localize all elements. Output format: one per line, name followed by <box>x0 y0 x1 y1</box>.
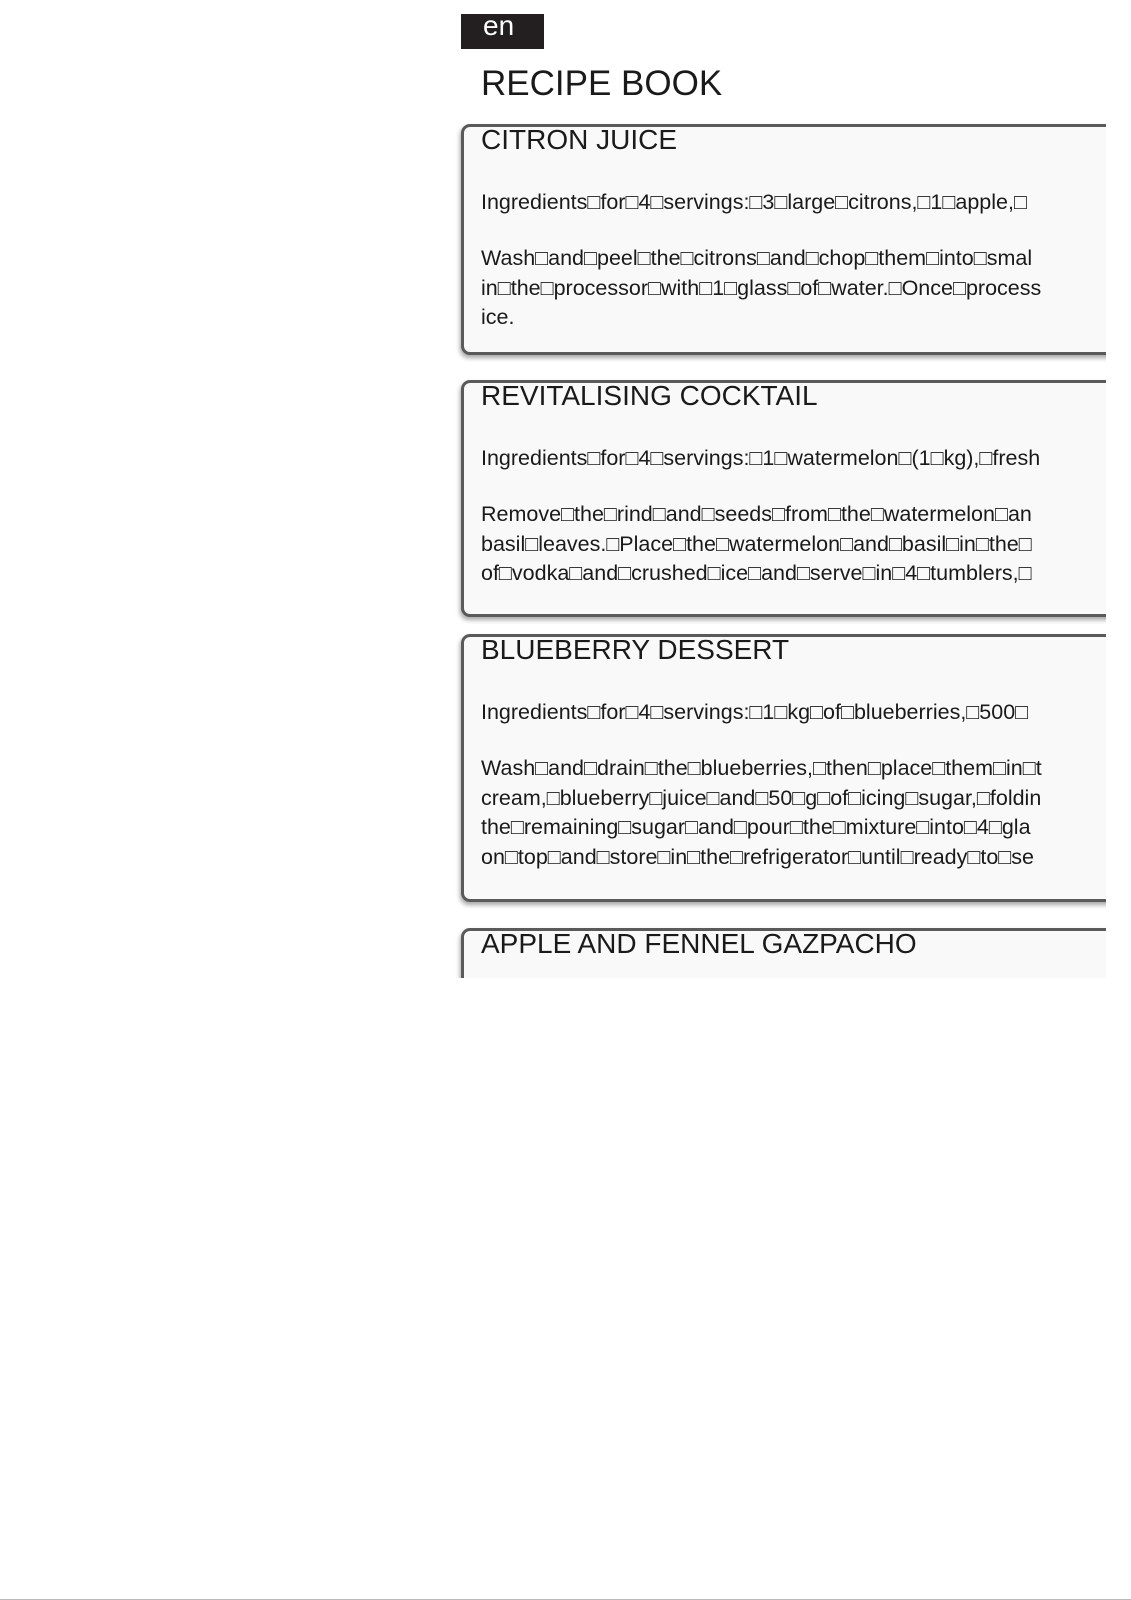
recipe-step-line: Wash□and□peel□the□citrons□and□chop□them□into□smal <box>481 246 1033 270</box>
recipe-steps <box>481 244 1041 333</box>
recipe-card-apple-fennel-gazpacho <box>461 928 1106 978</box>
language-tab <box>461 14 544 49</box>
recipe-card-revitalising-cocktail <box>461 380 1106 617</box>
recipe-step-line: the□remaining□sugar□and□pour□the□mixture□into□4□gla <box>481 815 1031 839</box>
recipe-title: BLUEBERRY DESSERT <box>481 634 790 665</box>
recipe-title: APPLE AND FENNEL GAZPACHO <box>481 928 917 959</box>
recipe-ingredients: Ingredients□for□4□servings:□1□kg□of□blueberries,□500□ <box>481 700 1029 724</box>
recipe-step-line: of□vodka□and□crushed□ice□and□serve□in□4□tumblers,□ <box>481 561 1032 585</box>
recipe-title: CITRON JUICE <box>481 124 677 155</box>
recipe-ingredients: Ingredients□for□4□servings:□3□large□citrons,□1□apple,□ <box>481 190 1027 214</box>
recipe-step-line: Wash□and□drain□the□blueberries,□then□place□them□in□t <box>481 756 1042 780</box>
recipe-card-blueberry-dessert <box>461 634 1106 902</box>
recipe-step-line: Remove□the□rind□and□seeds□from□the□watermelon□an <box>481 502 1032 526</box>
recipe-step-line: in□the□processor□with□1□glass□of□water.□Once□process <box>481 275 1042 300</box>
recipe-step-line: on□top□and□store□in□the□refrigerator□until□ready□to□se <box>481 844 1034 869</box>
recipe-steps <box>481 754 1042 872</box>
recipe-title: REVITALISING COCKTAIL <box>481 380 818 411</box>
language-tab-label: en <box>483 14 515 41</box>
recipe-ingredients: Ingredients□for□4□servings:□1□watermelon□(1□kg),□fresh <box>481 446 1041 470</box>
recipe-step-line: cream,□blueberry□juice□and□50□g□of□icing□sugar,□foldin <box>481 785 1042 810</box>
recipe-steps <box>481 500 1032 589</box>
recipe-step-line: basil□leaves.□Place□the□watermelon□and□basil□in□the□ <box>481 531 1032 556</box>
recipe-card-citron-juice <box>461 124 1106 355</box>
recipe-step-line: ice. <box>481 305 515 329</box>
page-title: RECIPE BOOK <box>481 64 723 103</box>
recipe-list <box>455 118 1106 978</box>
